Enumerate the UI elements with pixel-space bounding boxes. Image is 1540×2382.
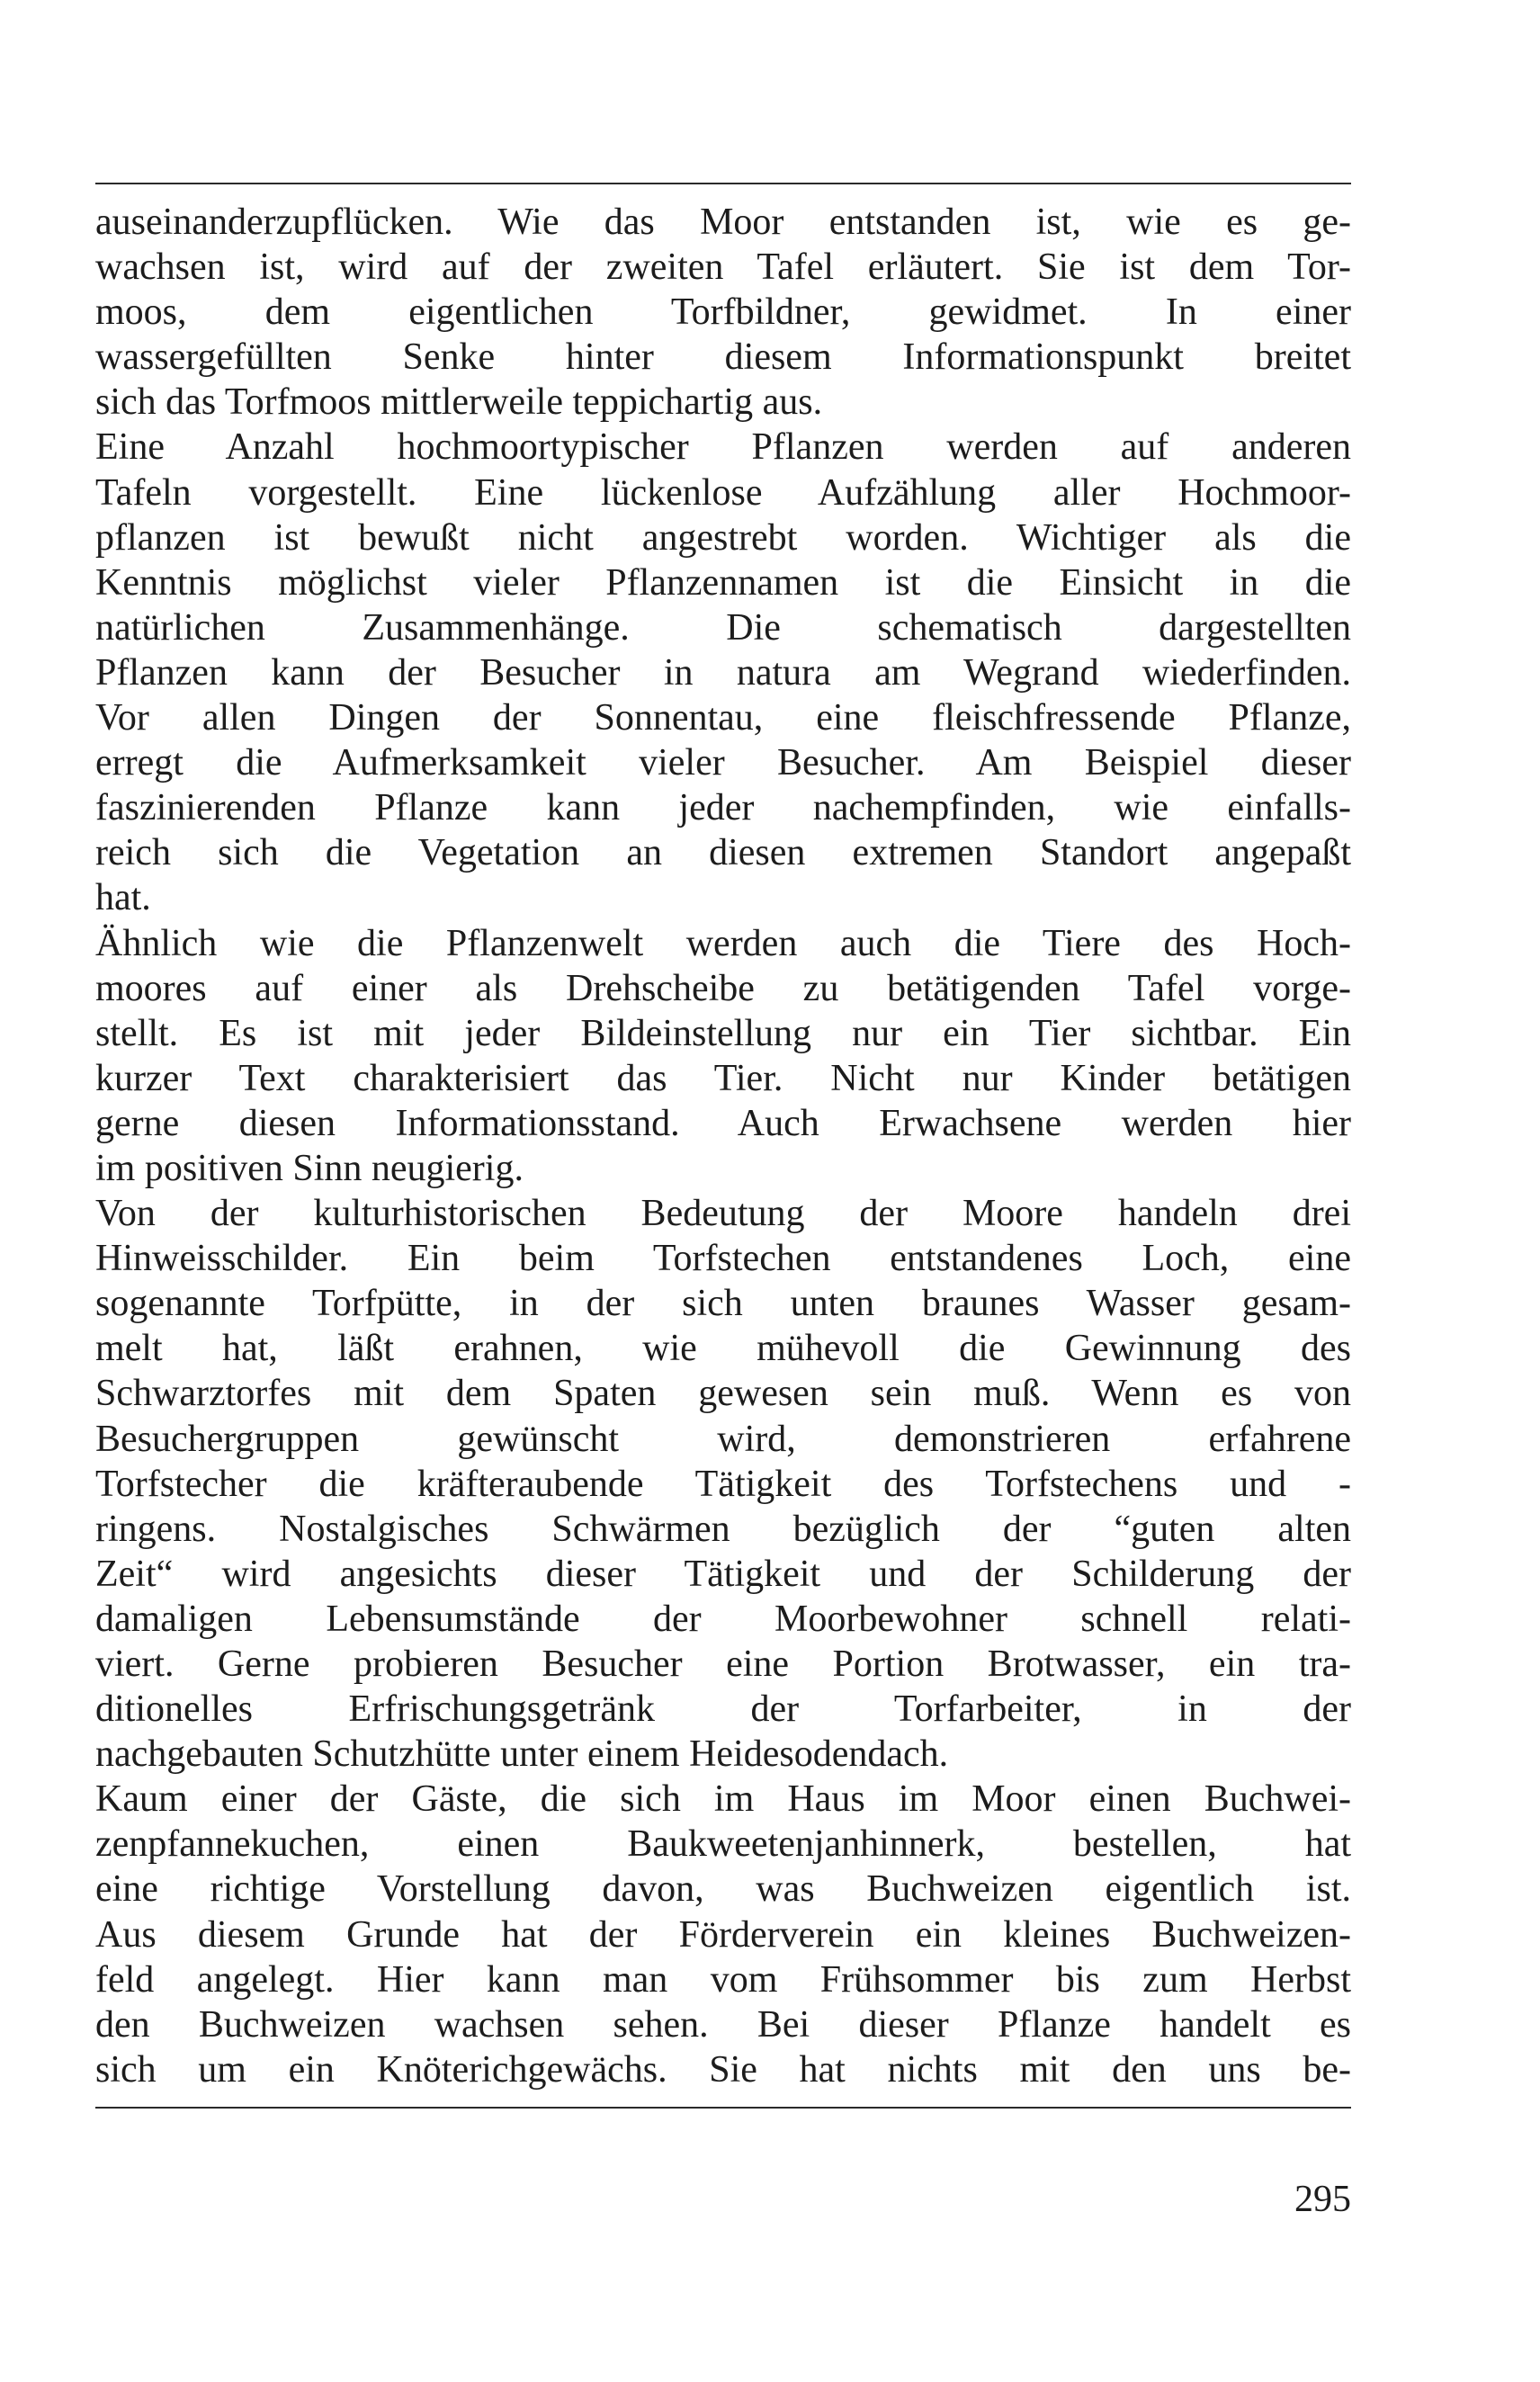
text-line: den Buchweizen wachsen sehen. Bei dieser Pflanze handelt es: [95, 2003, 1351, 2046]
text-line: sich um ein Knöterichgewächs. Sie hat nichts mit den uns be-: [95, 2048, 1351, 2091]
text-line: Zeit“ wird angesichts dieser Tätigkeit und der Schilderung der: [95, 1553, 1351, 1595]
text-line: im positiven Sinn neugierig.: [95, 1147, 524, 1189]
text-line: Tafeln vorgestellt. Eine lückenlose Aufzählung aller Hochmoor-: [95, 471, 1351, 514]
text-line: erregt die Aufmerksamkeit vieler Besucher. Am Beispiel dieser: [95, 742, 1351, 784]
text-line: wassergefüllten Senke hinter diesem Informationspunkt breitet: [95, 336, 1351, 379]
text-line: natürlichen Zusammenhänge. Die schematisch dargestellten: [95, 606, 1351, 649]
text-line: Kaum einer der Gäste, die sich im Haus im Moor einen Buchwei-: [95, 1778, 1351, 1821]
text-line: faszinierenden Pflanze kann jeder nachempfinden, wie einfalls-: [95, 787, 1351, 829]
body-text: [95, 200, 1351, 2092]
text-line: stellt. Es ist mit jeder Bildeinstellung nur ein Tier sichtbar. Ein: [95, 1012, 1351, 1054]
text-line: reich sich die Vegetation an diesen extremen Standort angepaßt: [95, 832, 1351, 874]
text-line: viert. Gerne probieren Besucher eine Portion Brotwasser, ein tra-: [95, 1643, 1351, 1685]
text-line: sogenannte Torfpütte, in der sich unten braunes Wasser gesam-: [95, 1283, 1351, 1325]
text-line: sich das Torfmoos mittlerweile teppichartig aus.: [95, 381, 823, 424]
text-line: Kenntnis möglichst vieler Pflanzennamen ist die Einsicht in die: [95, 561, 1351, 604]
text-line: Von der kulturhistorischen Bedeutung der Moore handeln drei: [95, 1193, 1351, 1235]
text-line: Eine Anzahl hochmoortypischer Pflanzen werden auf anderen: [95, 426, 1351, 469]
text-line: ringens. Nostalgisches Schwärmen bezüglich der “guten alten: [95, 1508, 1351, 1550]
text-line: Aus diesem Grunde hat der Förderverein ein kleines Buchweizen-: [95, 1913, 1351, 1956]
text-line: hat.: [95, 877, 151, 919]
text-line: auseinanderzupflücken. Wie das Moor entstanden ist, wie es ge-: [95, 201, 1351, 243]
text-line: Hinweisschilder. Ein beim Torfstechen entstandenes Loch, eine: [95, 1238, 1351, 1280]
text-line: Ähnlich wie die Pflanzenwelt werden auch die Tiere des Hoch-: [95, 922, 1351, 964]
bottom-rule: [95, 2107, 1351, 2109]
text-line: Torfstecher die kräfteraubende Tätigkeit des Torfstechens und -: [95, 1463, 1351, 1505]
text-line: eine richtige Vorstellung davon, was Buchweizen eigentlich ist.: [95, 1868, 1351, 1911]
text-line: wachsen ist, wird auf der zweiten Tafel erläutert. Sie ist dem Tor-: [95, 246, 1351, 289]
top-rule: [95, 183, 1351, 184]
text-line: feld angelegt. Hier kann man vom Frühsommer bis zum Herbst: [95, 1958, 1351, 2001]
text-line: pflanzen ist bewußt nicht angestrebt worden. Wichtiger als die: [95, 516, 1351, 559]
text-line: moos, dem eigentlichen Torfbildner, gewidmet. In einer: [95, 291, 1351, 334]
text-line: zenpfannekuchen, einen Baukweetenjanhinnerk, bestellen, hat: [95, 1823, 1351, 1866]
text-line: gerne diesen Informationsstand. Auch Erwachsene werden hier: [95, 1102, 1351, 1144]
text-line: moores auf einer als Drehscheibe zu betätigenden Tafel vorge-: [95, 967, 1351, 1009]
text-line: Pflanzen kann der Besucher in natura am Wegrand wiederfinden.: [95, 651, 1351, 694]
text-line: Vor allen Dingen der Sonnentau, eine fleischfressende Pflanze,: [95, 697, 1351, 739]
text-line: melt hat, läßt erahnen, wie mühevoll die Gewinnung des: [95, 1328, 1351, 1370]
text-line: kurzer Text charakterisiert das Tier. Nicht nur Kinder betätigen: [95, 1057, 1351, 1099]
text-line: nachgebauten Schutzhütte unter einem Heidesodendach.: [95, 1733, 949, 1776]
text-line: Besuchergruppen gewünscht wird, demonstrieren erfahrene: [95, 1418, 1351, 1460]
text-line: ditionelles Erfrischungsgetränk der Torfarbeiter, in der: [95, 1688, 1351, 1731]
text-line: Schwarztorfes mit dem Spaten gewesen sein muß. Wenn es von: [95, 1373, 1351, 1415]
page-number: 295: [1294, 2179, 1351, 2220]
text-line: damaligen Lebensumstände der Moorbewohner schnell relati-: [95, 1598, 1351, 1640]
